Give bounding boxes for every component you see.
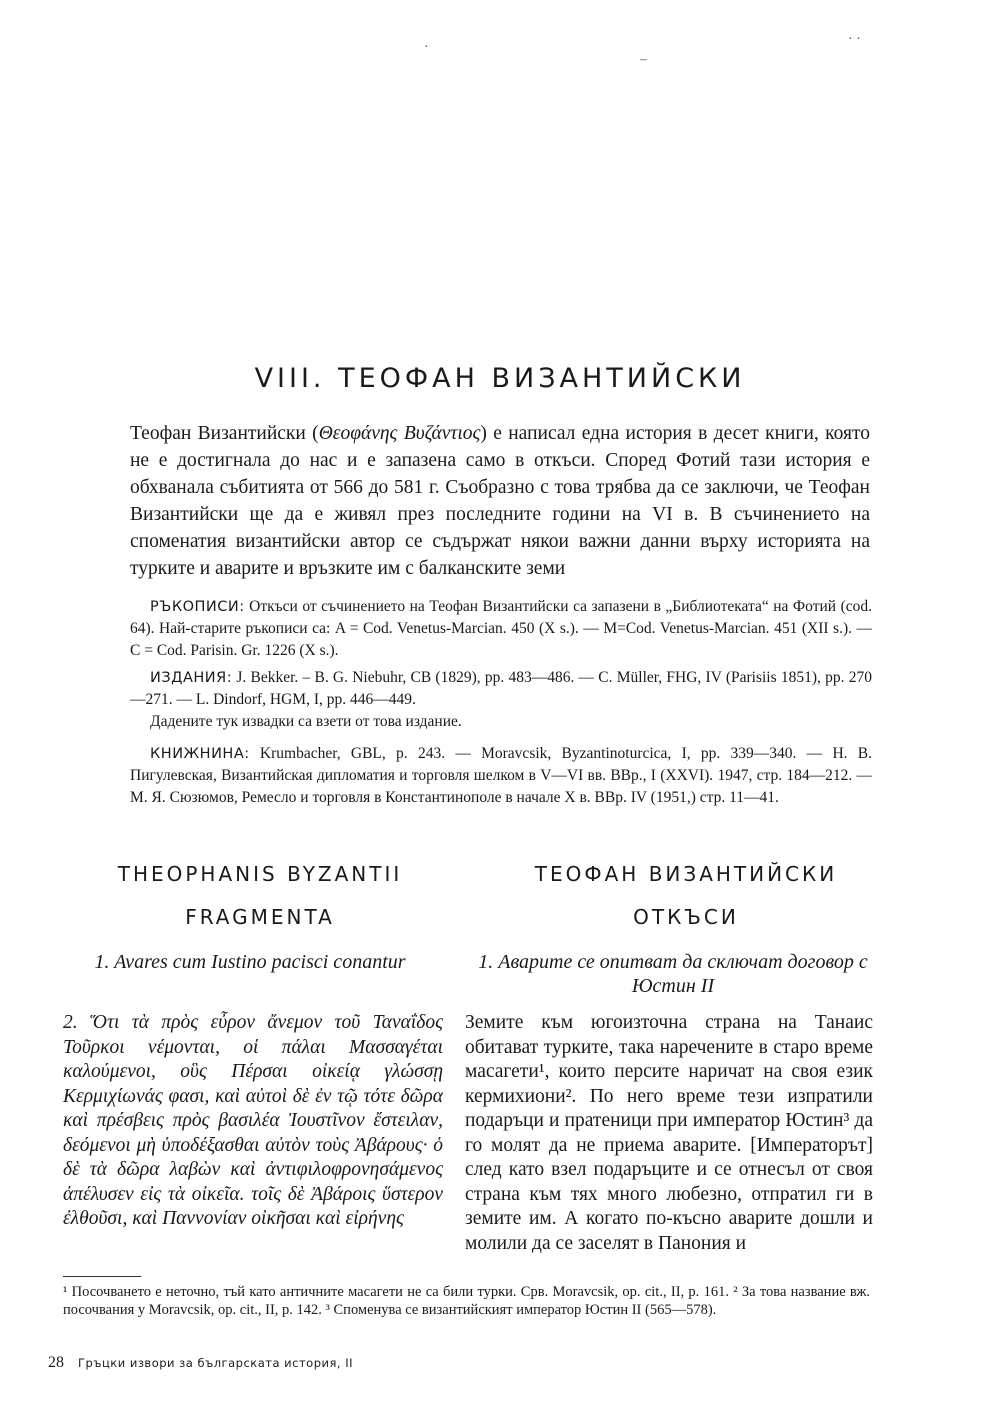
intro-paragraph <box>130 420 870 582</box>
print-speck: · <box>424 40 429 55</box>
intro-text-rest: ) е написал една история в десет книги, която не е достигнала до нас и е запазена само в откъси. Според Фотий тази история е обхванала събитията от 566 до 581 г. Съобразно с това трябва да се заключи, че Теофан Византийски ще да е живял през последните години на VI в. В съчинението на споменатия византийски автор се съдържат някои важни данни върху историята на турките и аварите и връзките им с балканските земи <box>130 423 870 579</box>
manuscripts-heading: РЪКОПИСИ: <box>150 599 245 615</box>
print-speck: · · <box>848 32 861 47</box>
chapter-title: VIII. ТЕОФАН ВИЗАНТИЙСКИ <box>254 363 746 395</box>
original-section-title: 1. Avares cum Iustino pacisci conantur <box>94 951 406 973</box>
original-column-heading: THEOPHANIS BYZANTII <box>117 862 403 886</box>
literature-heading: КНИЖНИНА: <box>150 746 250 762</box>
manuscripts-text: Откъси от съчинението на Теофан Византийски са запазени в „Библиотеката“ на Фотий (cod. 64). Най-старите ръкописи са: A = Cod. Venetus-Marcian. 450 (X s.). — M=Cod. Venetus-Marcian. 451 (XII s.). — C = Cod. Parisin. Gr. 1226 (X s.). <box>130 598 873 659</box>
editions-heading: ИЗДАНИЯ: <box>150 670 233 686</box>
literature-text: Krumbacher, GBL, p. 243. — Moravcsik, Byzantinoturcica, I, pp. 339—340. — Н. В. Пигулевская, Византийская дипломатия и торговля шелком в V—VI вв. ВВр., I (XXVI). 1947, стр. 184—212. — М. Я. Сюзюмов, Ремесло и торговля в Константинополе в начале X в. ВВр. IV (1951,) стр. 11—41. <box>130 745 873 806</box>
book-title: Гръцки извори за българската история, II <box>78 1356 353 1370</box>
bulgarian-translation-text: Земите към югоизточна страна на Танаис обитават турките, така наречените в старо време масагети¹, които персите наричат на своя език кермихиони². По него време тези изпратили подаръци и пратеници при император Юстин³ да го молят да не приема аварите. [Императорът] след като взел подаръците и се отнесъл от своя страна към тях много любезно, отпратил ги в земите им. А когато по-късно аварите дошли и молили да се заселят в Панония и <box>465 1012 873 1254</box>
literature-section <box>130 743 872 809</box>
greek-author-name: Θεοφάνης Βυζάντιος <box>318 423 481 444</box>
footnotes: ¹ Посочването е неточно, тъй като античните масагети не са били турки. Срв. Moravcsik, op. cit., II, p. 161. ² За това название вж. посочвания у Moravcsik, op. cit., II, p. 142. ³ Споменува се византийският император Юстин II (565—578). <box>63 1284 870 1318</box>
translation-section-title: 1. Аварите се опитват да сключат договор с Юстин II <box>478 951 868 997</box>
greek-fragment-text: 2. Ὅτι τὰ πρὸς εὖρον ἄνεμον τοῦ Ταναΐδος Τοῦρκοι νέμονται, οἱ πάλαι Μασσαγέται καλούμενοι, οὓς Πέρσαι οἰκείᾳ γλώσσῃ Κερμιχίωνάς φασι, καὶ αὐτοὶ δὲ ἐν τῷ τότε δῶρα καὶ πρέσβεις πρὸς βασιλέα Ἰουστῖνον ἔστειλαν, δεόμενοι μὴ ὑποδέξασθαι αὐτὸν τοὺς Ἀβάρους· ὁ δὲ τὰ δῶρα λαβὼν καὶ ἀντιφιλοφρονησάμενος ἀπέλυσεν εἰς τὰ οἰκεῖα. τοῖς δὲ Ἀβάροις ὕστερον ἐλθοῦσι, καὶ Παννονίαν οἰκῆσαι καὶ εἰρήνης <box>63 1012 443 1229</box>
editions-note: Дадените тук извадки са взети от това издание. <box>150 713 462 730</box>
intro-text-start: Теофан Византийски ( <box>130 423 319 444</box>
editions-section <box>130 667 872 733</box>
print-speck: – <box>640 52 647 67</box>
page-number: 28 <box>48 1354 64 1371</box>
translation-column-subheading: ОТКЪСИ <box>633 905 739 929</box>
original-column-subheading: FRAGMENTA <box>185 905 335 929</box>
translation-column-heading: ТЕОФАН ВИЗАНТИЙСКИ <box>534 862 838 886</box>
footnote-divider <box>63 1276 141 1277</box>
editions-text: J. Bekker. – B. G. Niebuhr, CB (1829), pp. 483—486. — C. Müller, FHG, IV (Parisiis 1851), pp. 270—271. — L. Dindorf, HGM, I, pp. 446—449. <box>130 669 873 708</box>
page-footer <box>48 1354 353 1372</box>
manuscripts-section <box>130 596 872 662</box>
